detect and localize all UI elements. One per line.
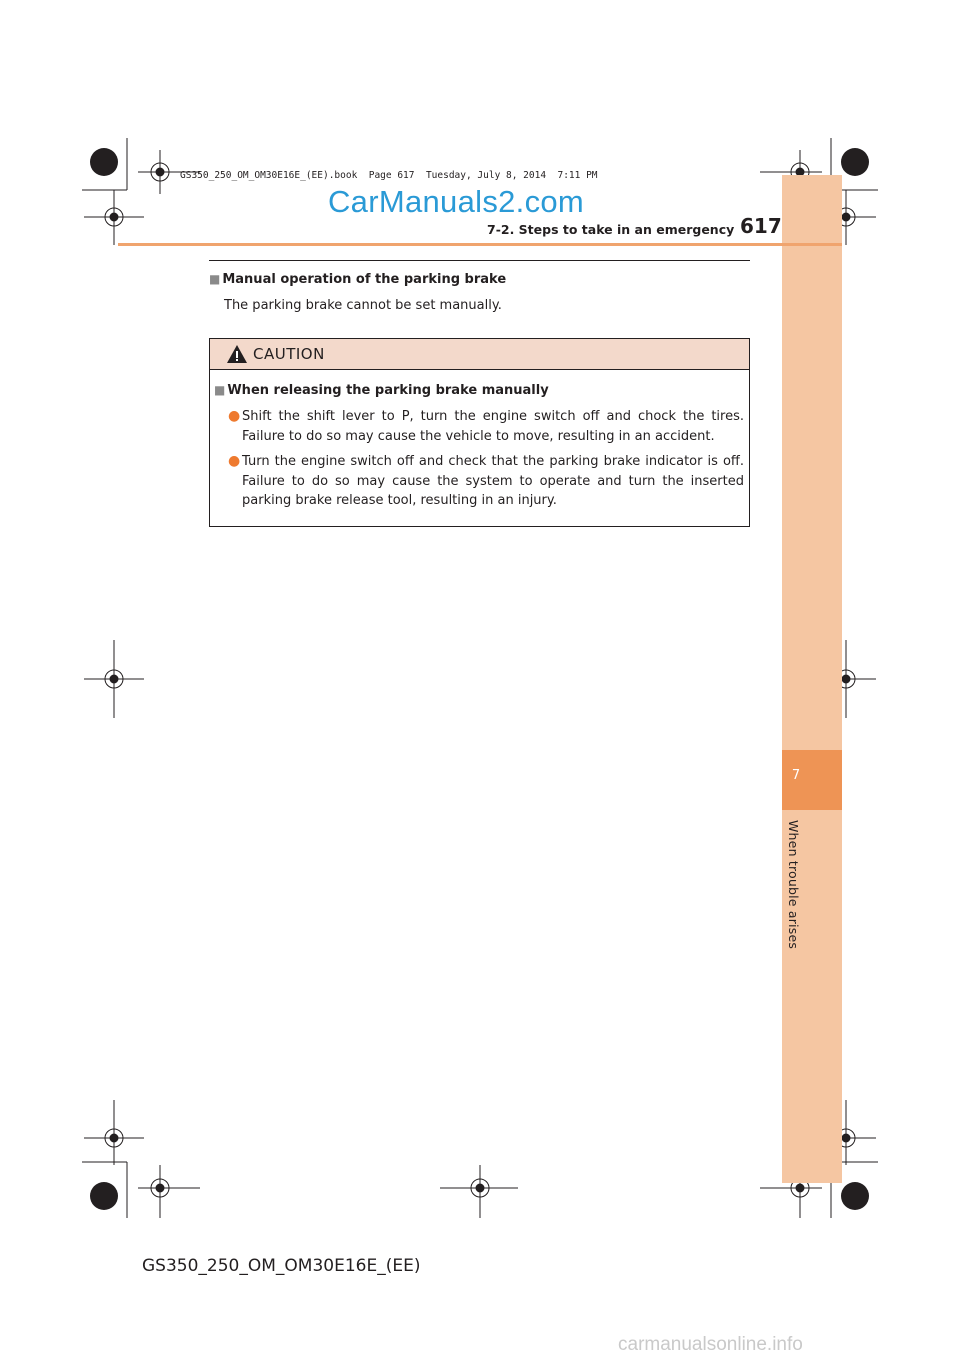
chapter-label: When trouble arises	[786, 820, 801, 950]
header-rule	[118, 243, 842, 246]
caution-title: CAUTION	[253, 345, 325, 363]
caution-bullet	[228, 452, 744, 511]
square-bullet-icon: ■	[214, 383, 226, 397]
caution-bullet	[228, 407, 744, 446]
chapter-side-strip	[782, 175, 842, 1183]
book-stamp: GS350_250_OM_OM30E16E_(EE).book Page 617 Tuesday, July 8, 2014 7:11 PM	[180, 170, 598, 181]
warning-icon	[226, 344, 248, 364]
dot-icon	[841, 148, 869, 176]
dot-icon	[90, 1182, 118, 1210]
sub-heading	[209, 272, 506, 287]
caution-heading	[214, 383, 549, 398]
footer-doc-code: GS350_250_OM_OM30E16E_(EE)	[142, 1256, 421, 1276]
square-bullet-icon: ■	[209, 272, 221, 286]
watermark-logo[interactable]: CarManuals2.com	[328, 184, 585, 219]
bullet-dot-icon: ●	[228, 453, 241, 469]
bullet-dot-icon: ●	[228, 408, 241, 424]
page-number: 617	[740, 214, 782, 238]
body-paragraph: The parking brake cannot be set manually.	[224, 298, 502, 313]
starburst-icon	[841, 1182, 869, 1210]
caution-heading-text: When releasing the parking brake manually	[227, 383, 549, 398]
caution-box	[209, 338, 750, 527]
crosshair-icon	[84, 640, 144, 718]
crosshair-icon	[84, 1100, 144, 1165]
caution-bullet-text: Shift the shift lever to P, turn the engine switch off and chock the tires. Failure to do so may cause the vehicle to move, resulting in an accident.	[242, 409, 744, 444]
chapter-number: 7	[791, 768, 801, 783]
crosshair-icon	[138, 1165, 200, 1218]
body-divider	[209, 260, 750, 261]
starburst-icon	[90, 148, 118, 176]
section-title: 7-2. Steps to take in an emergency	[487, 222, 735, 237]
caution-header	[210, 339, 749, 370]
crosshair-icon	[440, 1165, 518, 1218]
crosshair-icon	[84, 190, 144, 245]
footer-watermark[interactable]: carmanualsonline.info	[618, 1334, 803, 1355]
sub-heading-text: Manual operation of the parking brake	[222, 272, 507, 287]
caution-bullet-text: Turn the engine switch off and check that the parking brake indicator is off. Failure to do so may cause the system to operate and turn the inserted parking brake release tool, resulting in an injury.	[242, 454, 744, 508]
